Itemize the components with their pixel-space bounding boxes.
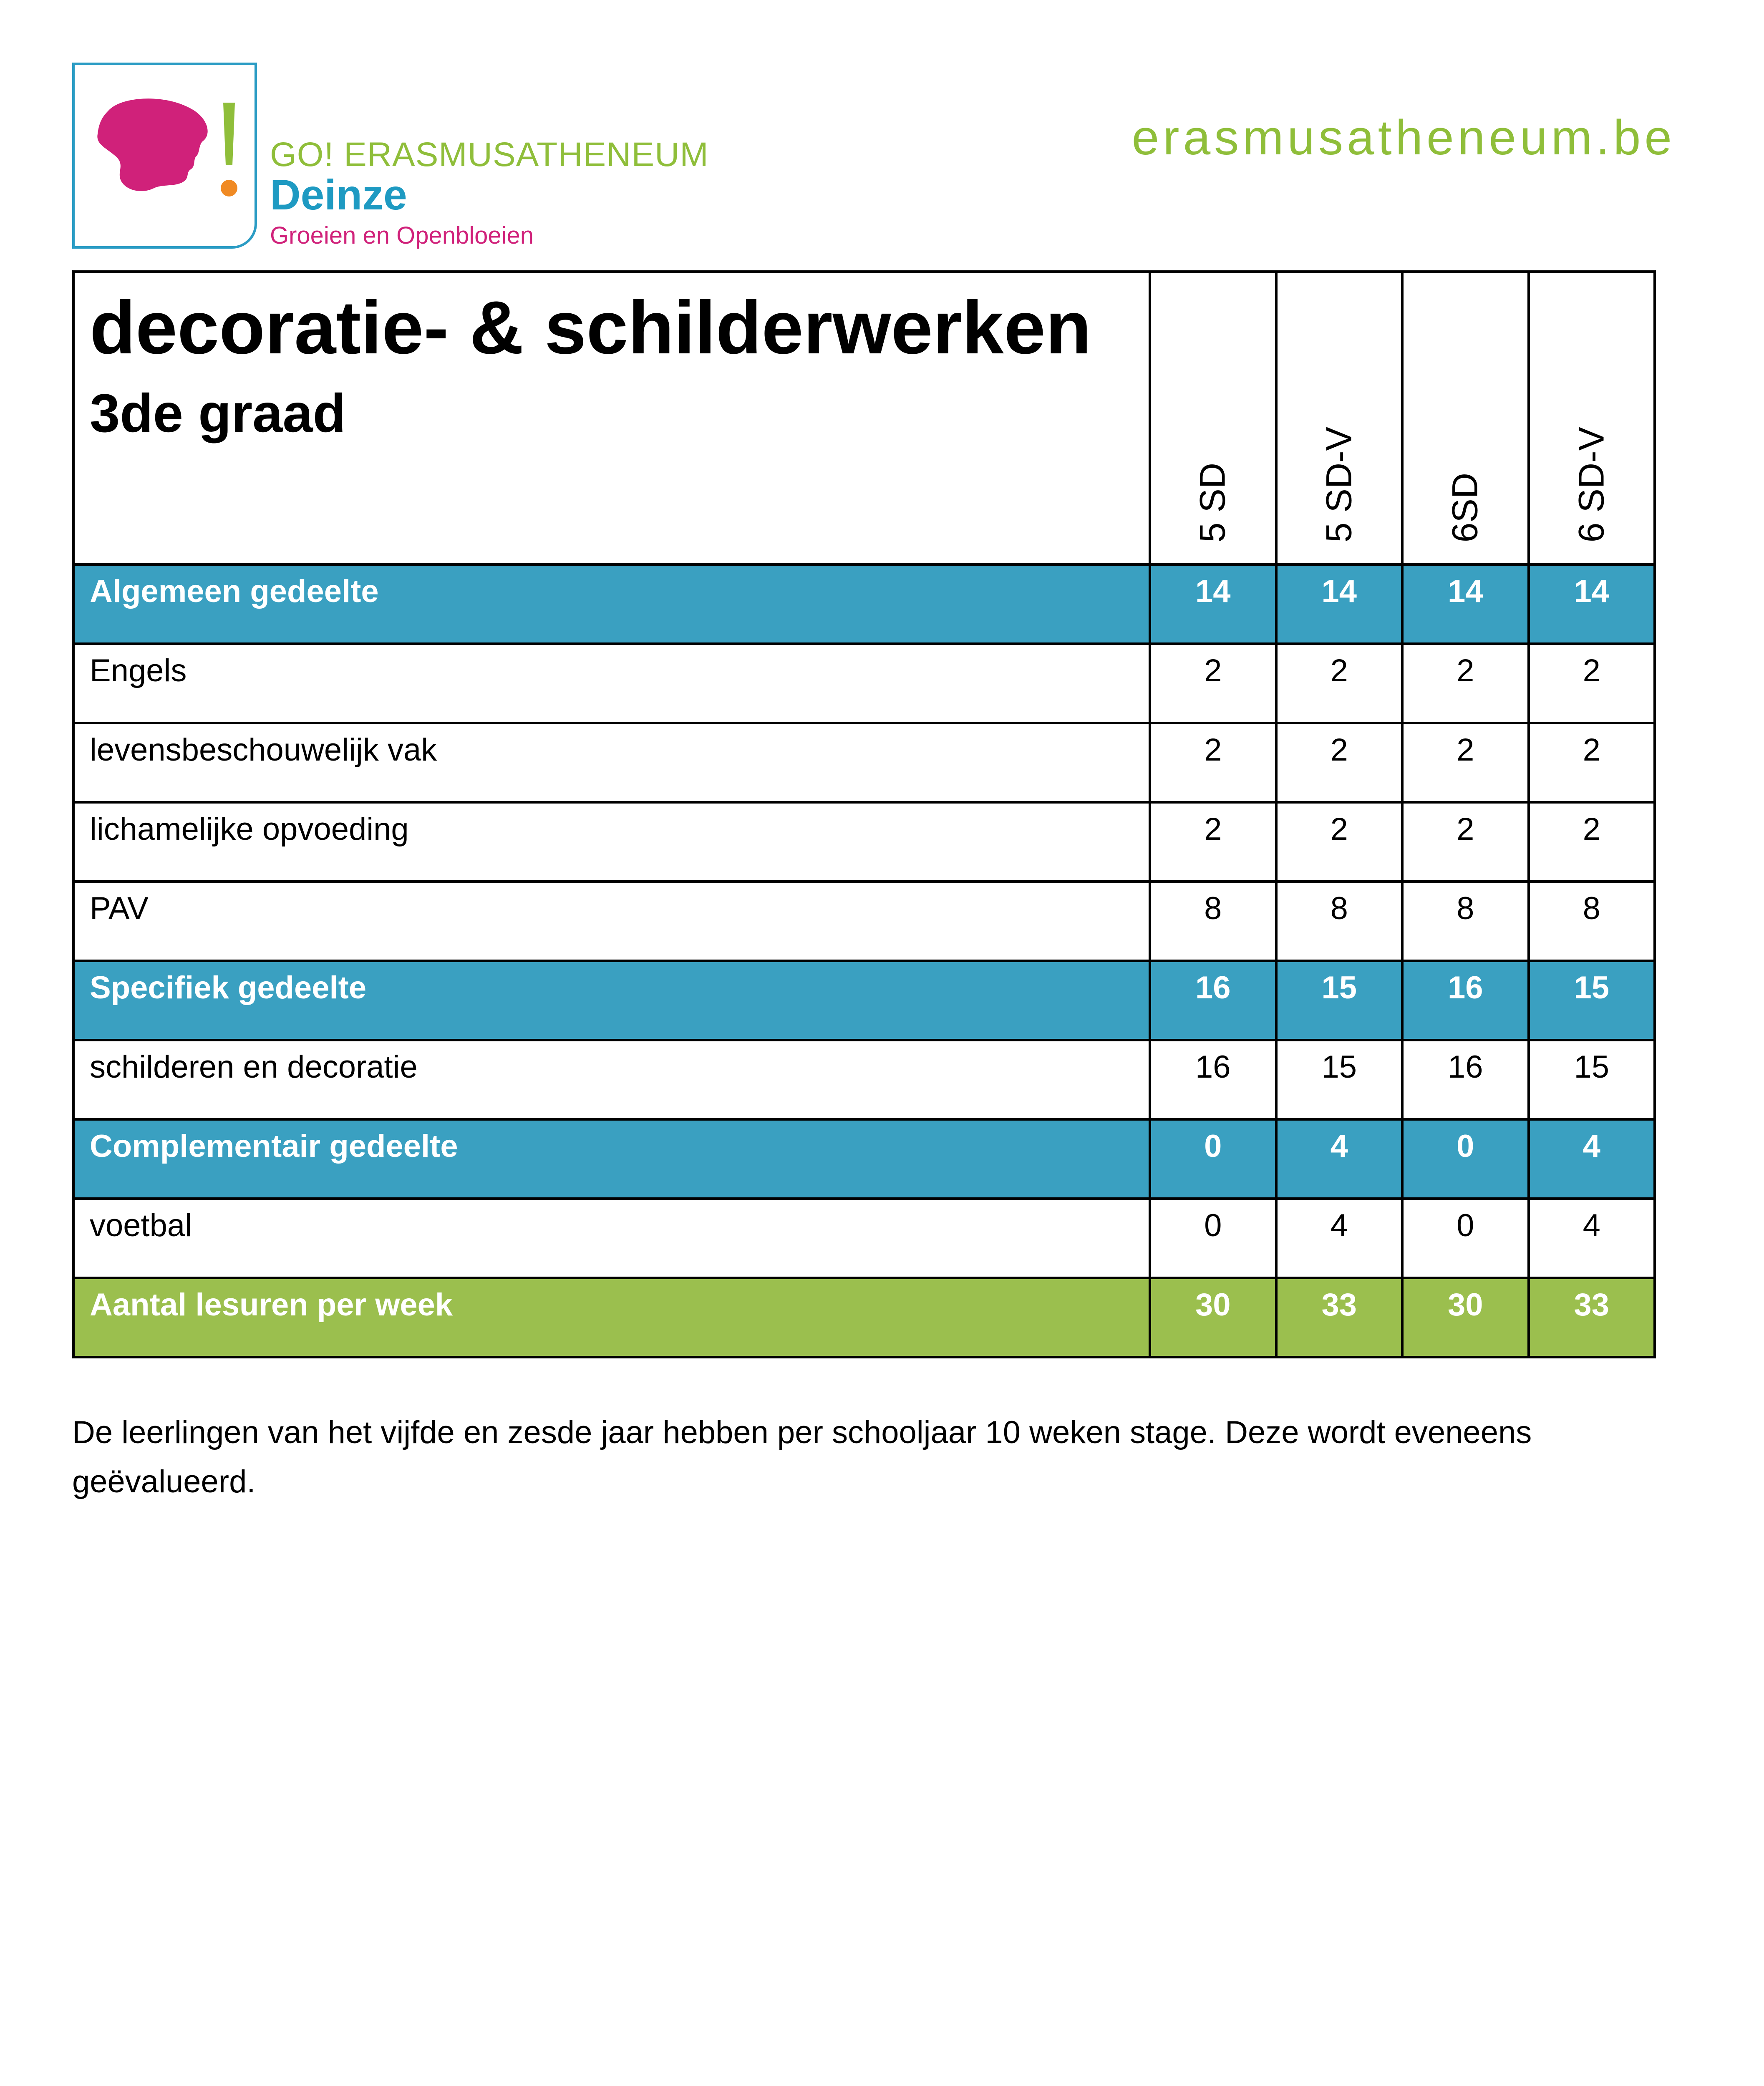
row-label: voetbal xyxy=(73,1199,1150,1278)
row-label: levensbeschouwelijk vak xyxy=(73,723,1150,802)
table-row xyxy=(73,1199,1655,1278)
row-label: Complementair gedeelte xyxy=(73,1119,1150,1199)
hours-cell: 14 xyxy=(1402,564,1529,644)
page-subtitle: 3de graad xyxy=(90,383,346,443)
hours-cell: 2 xyxy=(1150,802,1276,882)
hours-cell: 2 xyxy=(1150,723,1276,802)
hours-cell: 0 xyxy=(1150,1119,1276,1199)
column-header xyxy=(1402,272,1529,564)
hours-cell: 14 xyxy=(1529,564,1655,644)
school-logo xyxy=(72,63,257,249)
title-cell xyxy=(73,272,1150,564)
curriculum-table xyxy=(72,270,1656,1358)
table-row xyxy=(73,644,1655,723)
table-row xyxy=(73,1040,1655,1119)
hours-cell: 8 xyxy=(1276,882,1403,961)
hours-cell: 16 xyxy=(1150,1040,1276,1119)
hours-cell: 2 xyxy=(1402,723,1529,802)
hours-cell: 15 xyxy=(1276,1040,1403,1119)
column-header-label: 6 SD-V xyxy=(1571,426,1612,542)
column-header xyxy=(1150,272,1276,564)
table-row xyxy=(73,723,1655,802)
website-link[interactable]: erasmusatheneum.be xyxy=(1131,110,1676,165)
row-label: PAV xyxy=(73,882,1150,961)
hours-cell: 4 xyxy=(1529,1199,1655,1278)
hours-cell: 2 xyxy=(1150,644,1276,723)
row-label: Aantal lesuren per week xyxy=(73,1278,1150,1357)
section-row xyxy=(73,564,1655,644)
table-header-row xyxy=(73,272,1655,564)
hours-cell: 33 xyxy=(1276,1278,1403,1357)
section-row xyxy=(73,961,1655,1040)
hours-cell: 2 xyxy=(1402,802,1529,882)
logo-school-name: GO! ERASMUSATHENEUM xyxy=(270,136,709,174)
hours-cell: 4 xyxy=(1276,1199,1403,1278)
hours-cell: 2 xyxy=(1276,723,1403,802)
column-header-label: 5 SD-V xyxy=(1319,426,1359,542)
hours-cell: 8 xyxy=(1150,882,1276,961)
stage-note: De leerlingen van het vijfde en zesde jaar hebben per schooljaar 10 weken stage. Deze wordt eveneens geëvalueerd. xyxy=(72,1415,1532,1499)
column-header-label: 5 SD xyxy=(1192,462,1233,542)
hours-cell: 0 xyxy=(1402,1199,1529,1278)
row-label: Specifiek gedeelte xyxy=(73,961,1150,1040)
hours-cell: 0 xyxy=(1402,1119,1529,1199)
hours-cell: 4 xyxy=(1529,1119,1655,1199)
head-silhouette-icon xyxy=(91,94,212,199)
hours-cell: 14 xyxy=(1276,564,1403,644)
page-title: decoratie- & schilderwerken xyxy=(90,286,1091,370)
hours-cell: 30 xyxy=(1402,1278,1529,1357)
hours-cell: 8 xyxy=(1529,882,1655,961)
hours-cell: 14 xyxy=(1150,564,1276,644)
total-row xyxy=(73,1278,1655,1357)
hours-cell: 2 xyxy=(1529,723,1655,802)
row-label: lichamelijke opvoeding xyxy=(73,802,1150,882)
hours-cell: 8 xyxy=(1402,882,1529,961)
hours-cell: 2 xyxy=(1402,644,1529,723)
row-label: Algemeen gedeelte xyxy=(73,564,1150,644)
logo-text xyxy=(270,138,709,248)
hours-cell: 4 xyxy=(1276,1119,1403,1199)
logo-city: Deinze xyxy=(270,171,407,219)
hours-cell: 2 xyxy=(1276,802,1403,882)
table-row xyxy=(73,882,1655,961)
hours-cell: 15 xyxy=(1276,961,1403,1040)
hours-cell: 16 xyxy=(1150,961,1276,1040)
row-label: schilderen en decoratie xyxy=(73,1040,1150,1119)
hours-cell: 16 xyxy=(1402,961,1529,1040)
column-header xyxy=(1276,272,1403,564)
hours-cell: 2 xyxy=(1529,644,1655,723)
column-header-label: 6SD xyxy=(1445,472,1485,542)
hours-cell: 15 xyxy=(1529,961,1655,1040)
exclamation-icon xyxy=(221,103,237,199)
hours-cell: 0 xyxy=(1150,1199,1276,1278)
hours-cell: 16 xyxy=(1402,1040,1529,1119)
hours-cell: 2 xyxy=(1276,644,1403,723)
table-row xyxy=(73,802,1655,882)
column-header xyxy=(1529,272,1655,564)
hours-cell: 30 xyxy=(1150,1278,1276,1357)
logo-slogan: Groeien en Openbloeien xyxy=(270,222,534,249)
hours-cell: 33 xyxy=(1529,1278,1655,1357)
hours-cell: 15 xyxy=(1529,1040,1655,1119)
hours-cell: 2 xyxy=(1529,802,1655,882)
row-label: Engels xyxy=(73,644,1150,723)
section-row xyxy=(73,1119,1655,1199)
